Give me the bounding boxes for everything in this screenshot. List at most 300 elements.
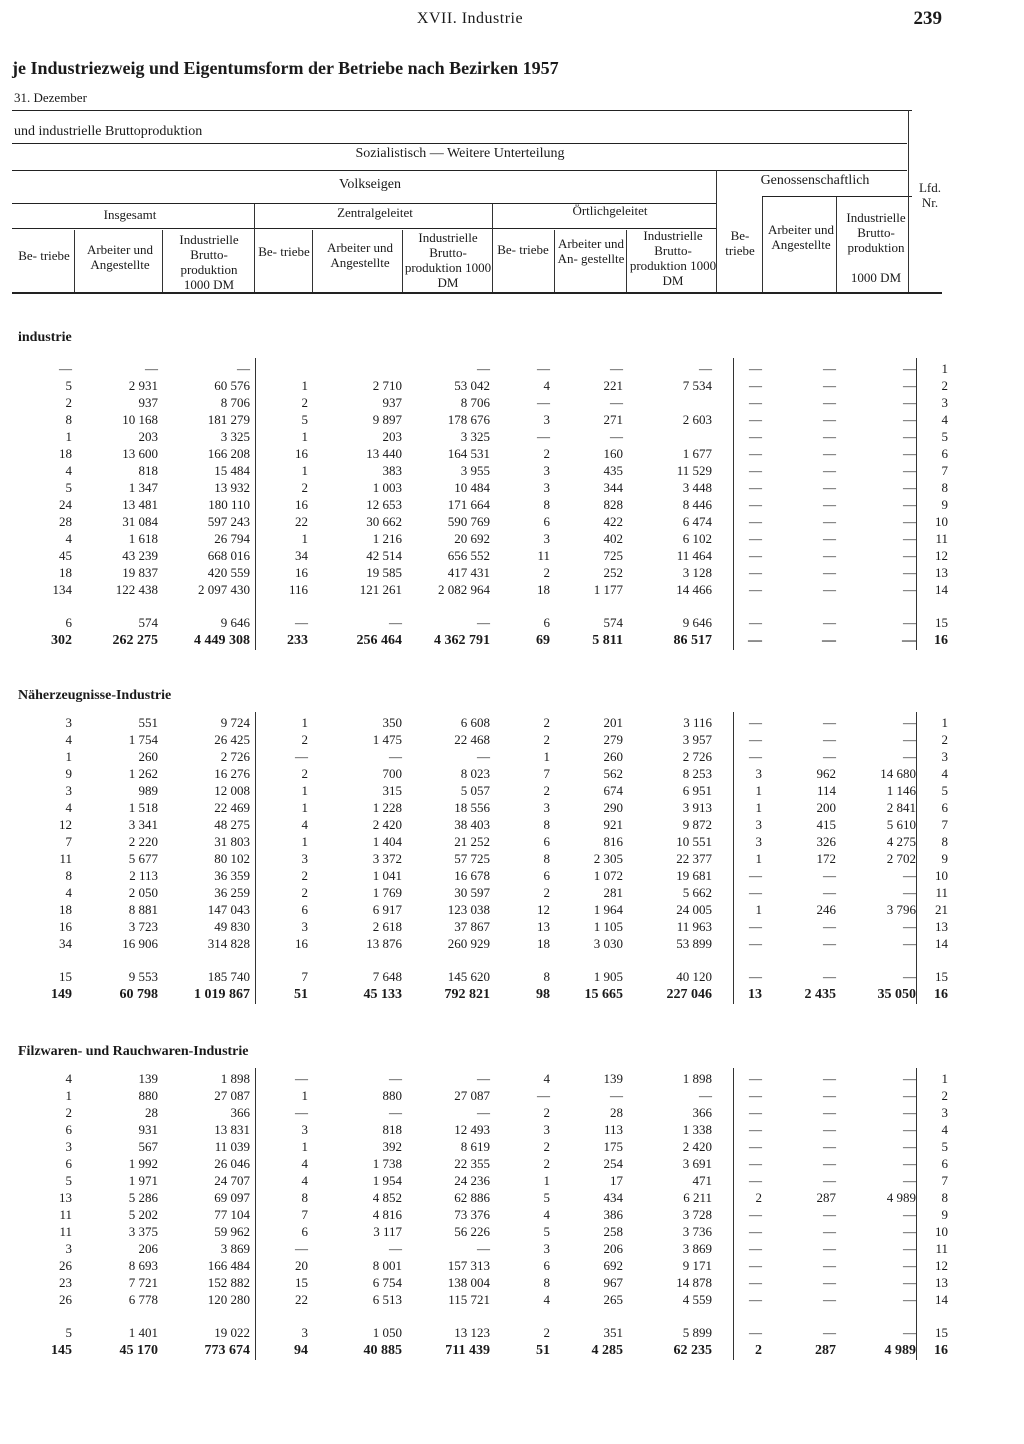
table-cell: 260 [138, 749, 158, 764]
total-row [0, 1342, 1024, 1360]
table-cell: 2 097 430 [198, 582, 250, 597]
table-cell: — [749, 514, 762, 529]
table-cell: 11 464 [676, 548, 712, 563]
table-cell: — [823, 446, 836, 461]
table-cell: 19 585 [366, 565, 402, 580]
table-cell: 3 325 [460, 429, 490, 444]
table-cell: — [822, 633, 836, 648]
table-cell: — [699, 361, 712, 376]
table-cell: 16 906 [122, 936, 158, 951]
table-cell: 11 963 [676, 919, 712, 934]
row-number: 16 [934, 1343, 948, 1358]
table-cell: 4 [543, 1207, 550, 1222]
table-cell: — [823, 429, 836, 444]
table-cell: 4 [65, 1071, 72, 1086]
table-cell: 6 917 [372, 902, 402, 917]
table-row [0, 564, 1024, 582]
table-cell: 34 [295, 548, 308, 563]
table-cell: 2 [543, 732, 550, 747]
table-cell: 668 016 [207, 548, 250, 563]
table-cell: — [903, 885, 916, 900]
table-cell: 6 [543, 615, 550, 630]
table-cell: — [749, 429, 762, 444]
table-cell: 2 [543, 565, 550, 580]
table-cell: 937 [138, 395, 158, 410]
table-cell: — [903, 1173, 916, 1188]
table-cell: — [749, 1241, 762, 1256]
header-betriebe-1: Be- triebe [18, 248, 70, 263]
table-cell: 1 677 [682, 446, 712, 461]
table-cell: 344 [603, 480, 623, 495]
row-number: 6 [941, 446, 948, 461]
table-cell: — [902, 633, 916, 648]
table-cell: — [610, 429, 623, 444]
table-cell: 271 [603, 412, 623, 427]
table-cell: 145 [51, 1343, 72, 1358]
table-cell: 1 [301, 1139, 308, 1154]
row-number: 7 [941, 1173, 948, 1188]
table-cell: 4 [65, 800, 72, 815]
table-cell: — [903, 582, 916, 597]
table-cell: 62 235 [673, 1343, 712, 1358]
column-divider [255, 358, 256, 650]
table-cell: 12 493 [454, 1122, 490, 1137]
header-rule-2 [12, 170, 907, 171]
table-cell: 160 [603, 446, 623, 461]
table-cell: — [389, 749, 402, 764]
table-cell: 35 050 [877, 987, 916, 1002]
table-cell: 4 275 [886, 834, 916, 849]
table-cell: — [903, 497, 916, 512]
table-cell: 49 830 [214, 919, 250, 934]
row-number: 8 [941, 480, 948, 495]
table-cell: 818 [138, 463, 158, 478]
table-cell: 1 898 [682, 1071, 712, 1086]
table-cell: — [537, 361, 550, 376]
table-cell: 1 898 [220, 1071, 250, 1086]
table-cell: 4 816 [372, 1207, 402, 1222]
header-rule-1 [12, 143, 907, 144]
table-row [0, 530, 1024, 548]
table-cell: 16 [295, 446, 308, 461]
table-cell: — [749, 1258, 762, 1273]
table-cell: 11 [537, 548, 550, 563]
table-cell: 692 [603, 1258, 623, 1273]
table-cell: — [749, 1292, 762, 1307]
table-cell: — [389, 1105, 402, 1120]
table-cell: 4 [301, 1156, 308, 1171]
header-rule-bottom [12, 292, 942, 294]
table-row [0, 614, 1024, 632]
table-cell: 6 [301, 1224, 308, 1239]
table-cell: 16 [295, 936, 308, 951]
table-row [0, 714, 1024, 732]
table-cell: — [823, 378, 836, 393]
table-cell: 145 620 [447, 969, 490, 984]
table-cell: — [749, 1275, 762, 1290]
table-cell: 27 087 [454, 1088, 490, 1103]
table-cell: 116 [288, 582, 308, 597]
table-cell: 28 [59, 514, 72, 529]
header-divider [402, 230, 403, 292]
table-cell: — [537, 429, 550, 444]
table-cell: 3 [301, 919, 308, 934]
table-cell: — [295, 1105, 308, 1120]
row-number: 6 [941, 800, 948, 815]
table-cell: 3 728 [682, 1207, 712, 1222]
table-cell: 1 228 [372, 800, 402, 815]
table-cell: 471 [692, 1173, 712, 1188]
row-number: 9 [941, 497, 948, 512]
table-cell: 2 [301, 480, 308, 495]
table-cell: 1 003 [372, 480, 402, 495]
table-cell: 8 [301, 1190, 308, 1205]
header-divider [554, 230, 555, 292]
page-number: 239 [913, 8, 942, 29]
table-cell: — [823, 531, 836, 546]
table-cell: 417 431 [447, 565, 490, 580]
row-number: 14 [935, 582, 948, 597]
table-cell: 8 [543, 969, 550, 984]
table-cell: 6 513 [372, 1292, 402, 1307]
table-cell: 3 957 [682, 732, 712, 747]
row-number: 7 [941, 463, 948, 478]
table-cell: 590 769 [447, 514, 490, 529]
table-cell: 22 469 [214, 800, 250, 815]
table-cell: — [823, 1105, 836, 1120]
table-cell: 9 553 [128, 969, 158, 984]
table-cell: 36 359 [214, 868, 250, 883]
table-cell: 34 [59, 936, 72, 951]
table-cell: — [237, 361, 250, 376]
table-cell: 8 [543, 1275, 550, 1290]
table-cell: 3 116 [683, 715, 712, 730]
table-cell: 3 [65, 1139, 72, 1154]
table-row [0, 394, 1024, 412]
table-cell: 221 [603, 378, 623, 393]
table-cell: 711 439 [445, 1343, 490, 1358]
table-cell: 11 039 [214, 1139, 250, 1154]
table-cell: 1 905 [593, 969, 623, 984]
table-cell: — [903, 1122, 916, 1137]
table-cell: — [610, 395, 623, 410]
table-cell: 3 128 [682, 565, 712, 580]
table-cell: 315 [382, 783, 402, 798]
table-cell: 13 [537, 919, 550, 934]
table-cell: 2 113 [129, 868, 158, 883]
table-cell: 6 951 [682, 783, 712, 798]
header-volkseigen: Volkseigen [339, 177, 401, 192]
table-cell: 7 [65, 834, 72, 849]
table-cell: 2 220 [128, 834, 158, 849]
section-title: industrie [18, 330, 72, 345]
table-cell: 1 [301, 531, 308, 546]
table-cell: 420 559 [207, 565, 250, 580]
table-cell: 12 008 [214, 783, 250, 798]
table-cell: 122 438 [115, 582, 158, 597]
table-cell: — [295, 749, 308, 764]
header-brutto-4: Industrielle Brutto- produktion [846, 210, 906, 255]
table-cell: 6 [543, 834, 550, 849]
table-cell: — [749, 1071, 762, 1086]
table-cell: 4 [65, 732, 72, 747]
table-cell: 28 [610, 1105, 623, 1120]
header-divider [716, 170, 717, 292]
table-cell: 3 691 [682, 1156, 712, 1171]
table-cell: 4 [301, 817, 308, 832]
table-cell: — [749, 480, 762, 495]
table-cell: — [749, 868, 762, 883]
table-cell: 3 [755, 766, 762, 781]
table-cell: — [903, 1292, 916, 1307]
table-row [0, 850, 1024, 868]
table-cell: — [748, 633, 762, 648]
table-row [0, 1206, 1024, 1224]
table-cell: 254 [603, 1156, 623, 1171]
table-cell: 256 464 [356, 633, 402, 648]
table-cell: 4 852 [372, 1190, 402, 1205]
table-cell: — [903, 1088, 916, 1103]
row-number: 3 [941, 1105, 948, 1120]
table-cell: 6 608 [460, 715, 490, 730]
header-arbeiter-4: Arbeiter und Angestellte [767, 222, 835, 252]
table-row [0, 1257, 1024, 1275]
table-cell: 233 [287, 633, 308, 648]
table-cell: — [823, 749, 836, 764]
header-oertlichgeleitet: Örtlichgeleitet [572, 203, 648, 218]
table-cell: 3 [301, 1122, 308, 1137]
table-cell: 48 275 [214, 817, 250, 832]
table-cell: — [295, 615, 308, 630]
table-cell: 2 [301, 868, 308, 883]
table-cell: 4 285 [591, 1343, 623, 1358]
table-cell: 26 425 [214, 732, 250, 747]
running-head: XVII. Industrie [416, 10, 524, 27]
table-cell: 3 869 [682, 1241, 712, 1256]
table-cell: — [389, 1241, 402, 1256]
table-cell: 16 678 [454, 868, 490, 883]
table-cell: — [903, 1325, 916, 1340]
table-row [0, 782, 1024, 800]
table-cell: — [903, 615, 916, 630]
table-cell: 2 [65, 1105, 72, 1120]
header-divider [312, 230, 313, 292]
table-cell: 5 677 [128, 851, 158, 866]
table-cell: 6 [543, 1258, 550, 1273]
table-cell: 5 [65, 1173, 72, 1188]
table-cell: 5 286 [128, 1190, 158, 1205]
table-cell: 8 706 [220, 395, 250, 410]
table-row [0, 833, 1024, 851]
table-cell: 9 724 [220, 715, 250, 730]
table-cell: 13 876 [366, 936, 402, 951]
table-cell: 40 120 [676, 969, 712, 984]
table-cell: — [749, 1139, 762, 1154]
table-cell: 5 [65, 480, 72, 495]
row-number: 12 [935, 548, 948, 563]
table-cell: 11 [59, 1224, 72, 1239]
column-divider [733, 358, 734, 650]
table-cell: 14 878 [676, 1275, 712, 1290]
table-cell: — [749, 1224, 762, 1239]
table-cell: — [903, 936, 916, 951]
table-cell: 290 [603, 800, 623, 815]
table-cell: — [749, 749, 762, 764]
table-cell: 1 177 [593, 582, 623, 597]
table-cell: 422 [603, 514, 623, 529]
table-cell: — [749, 463, 762, 478]
table-cell: — [749, 395, 762, 410]
table-cell: 56 226 [454, 1224, 490, 1239]
table-cell: — [903, 531, 916, 546]
table-row [0, 513, 1024, 531]
table-row [0, 377, 1024, 395]
table-cell: — [749, 732, 762, 747]
table-cell: 12 [537, 902, 550, 917]
row-number: 16 [934, 987, 948, 1002]
table-cell: — [823, 868, 836, 883]
table-cell: 26 794 [214, 531, 250, 546]
table-cell: 203 [138, 429, 158, 444]
table-row [0, 1138, 1024, 1156]
table-cell: 1 738 [372, 1156, 402, 1171]
table-cell: 45 [59, 548, 72, 563]
table-cell: 3 [543, 800, 550, 815]
table-cell: — [389, 615, 402, 630]
table-cell: — [823, 936, 836, 951]
table-cell: 6 [65, 615, 72, 630]
table-cell: 1 146 [886, 783, 916, 798]
row-number: 11 [935, 1241, 948, 1256]
table-row [0, 731, 1024, 749]
table-row [0, 1155, 1024, 1173]
row-number: 3 [941, 749, 948, 764]
table-cell: 7 [301, 969, 308, 984]
table-row [0, 462, 1024, 480]
row-number: 10 [935, 1224, 948, 1239]
row-number: 11 [935, 531, 948, 546]
table-cell: — [903, 548, 916, 563]
table-cell: 8 253 [682, 766, 712, 781]
table-cell: 262 275 [112, 633, 158, 648]
table-cell: — [823, 1071, 836, 1086]
table-cell: — [749, 446, 762, 461]
table-cell: 12 653 [366, 497, 402, 512]
table-cell: 26 046 [214, 1156, 250, 1171]
table-cell: 16 [59, 919, 72, 934]
table-cell: 3 [65, 783, 72, 798]
table-row [0, 884, 1024, 902]
table-cell: 13 932 [214, 480, 250, 495]
table-cell: 1 [301, 429, 308, 444]
table-cell: 7 721 [128, 1275, 158, 1290]
table-cell: 13 831 [214, 1122, 250, 1137]
table-row [0, 360, 1024, 378]
table-row [0, 1189, 1024, 1207]
table-cell: 9 171 [682, 1258, 712, 1273]
table-cell: — [823, 480, 836, 495]
table-cell: — [823, 1139, 836, 1154]
table-cell: 13 [748, 987, 762, 1002]
table-cell: — [749, 1207, 762, 1222]
table-cell: — [823, 1241, 836, 1256]
table-cell: 114 [816, 783, 836, 798]
table-cell: 24 707 [214, 1173, 250, 1188]
table-cell: — [903, 749, 916, 764]
table-cell: 43 239 [122, 548, 158, 563]
table-cell: — [903, 732, 916, 747]
table-cell: — [749, 361, 762, 376]
table-cell: 246 [816, 902, 836, 917]
table-cell: 6 [543, 514, 550, 529]
header-rule-top [12, 110, 912, 111]
table-cell: 1 [301, 834, 308, 849]
table-cell: 386 [603, 1207, 623, 1222]
row-number: 10 [935, 514, 948, 529]
table-cell: 175 [603, 1139, 623, 1154]
table-cell: 27 087 [214, 1088, 250, 1103]
table-cell: 152 882 [207, 1275, 250, 1290]
table-row [0, 1240, 1024, 1258]
table-cell: 157 313 [447, 1258, 490, 1273]
table-cell: 18 [59, 565, 72, 580]
table-cell: 5 662 [682, 885, 712, 900]
table-cell: 7 648 [372, 969, 402, 984]
table-cell: 86 517 [673, 633, 712, 648]
row-number: 15 [935, 969, 948, 984]
table-cell: 2 [543, 715, 550, 730]
table-cell: 3 955 [460, 463, 490, 478]
table-cell: — [823, 463, 836, 478]
table-cell: 773 674 [204, 1343, 250, 1358]
table-cell: 1 769 [372, 885, 402, 900]
table-cell: 1 754 [128, 732, 158, 747]
table-cell: 42 514 [366, 548, 402, 563]
table-cell: 4 [65, 885, 72, 900]
table-cell: — [823, 715, 836, 730]
table-cell: 28 [145, 1105, 158, 1120]
table-cell: 816 [603, 834, 623, 849]
table-cell: 2 [301, 395, 308, 410]
table-cell: 3 117 [373, 1224, 402, 1239]
row-number: 13 [935, 1275, 948, 1290]
table-cell: 828 [603, 497, 623, 512]
table-row [0, 799, 1024, 817]
table-cell: 22 [295, 1292, 308, 1307]
table-cell: 11 529 [676, 463, 712, 478]
table-cell: 5 [65, 1325, 72, 1340]
table-cell: 2 603 [682, 412, 712, 427]
table-cell: — [823, 582, 836, 597]
table-cell: 725 [603, 548, 623, 563]
table-cell: — [477, 615, 490, 630]
table-cell: 931 [138, 1122, 158, 1137]
table-cell: 80 102 [214, 851, 250, 866]
header-lfd: Lfd. Nr. [918, 180, 942, 210]
table-cell: 326 [816, 834, 836, 849]
table-cell: 5 [543, 1190, 550, 1205]
table-cell: 3 [301, 1325, 308, 1340]
table-cell: 9 [65, 766, 72, 781]
table-cell: 5 [65, 378, 72, 393]
header-divider [254, 204, 255, 292]
table-cell: 1 618 [128, 531, 158, 546]
table-cell: 351 [603, 1325, 623, 1340]
table-cell: 279 [603, 732, 623, 747]
table-cell: 4 [301, 1173, 308, 1188]
table-cell: — [823, 1122, 836, 1137]
table-cell: 203 [382, 429, 402, 444]
